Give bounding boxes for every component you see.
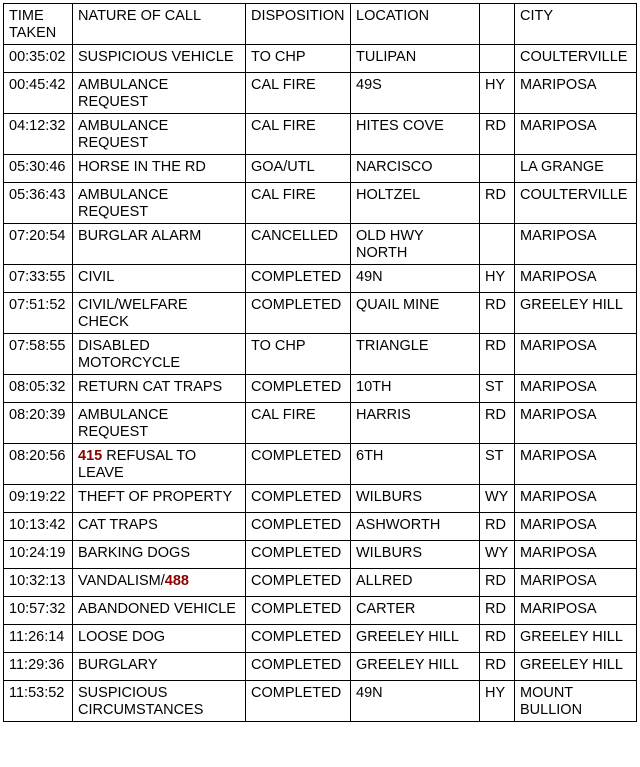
cell-time-taken: 05:30:46 [4,155,73,183]
cell-time-taken: 08:20:39 [4,403,73,444]
cell-location: TRIANGLE [351,334,480,375]
cell-time-taken: 09:19:22 [4,485,73,513]
cell-location: CARTER [351,597,480,625]
cell-nature-of-call [73,224,246,265]
cell-location: OLD HWY NORTH [351,224,480,265]
cell-location: 6TH [351,444,480,485]
cell-street-suffix: HY [480,265,515,293]
nature-text: RETURN CAT TRAPS [78,379,223,395]
cell-street-suffix: WY [480,485,515,513]
table-row [4,541,637,569]
cell-city: MARIPOSA [515,224,637,265]
cell-time-taken: 07:51:52 [4,293,73,334]
penal-code: 415 [78,448,103,464]
cell-time-taken: 08:05:32 [4,375,73,403]
cell-time-taken: 10:13:42 [4,513,73,541]
cell-city: MARIPOSA [515,114,637,155]
cell-disposition: COMPLETED [246,681,351,722]
cell-time-taken: 10:32:13 [4,569,73,597]
cell-street-suffix: RD [480,513,515,541]
nature-text: AMBULANCE REQUEST [78,187,169,220]
cell-time-taken: 05:36:43 [4,183,73,224]
cell-city: MARIPOSA [515,334,637,375]
table-row [4,265,637,293]
nature-text: BURGLAR ALARM [78,228,202,244]
cell-location: HOLTZEL [351,183,480,224]
nature-text: AMBULANCE REQUEST [78,407,169,440]
table-row [4,485,637,513]
cell-street-suffix: RD [480,653,515,681]
table-row [4,375,637,403]
cell-disposition: CAL FIRE [246,403,351,444]
cell-street-suffix: WY [480,541,515,569]
table-row [4,403,637,444]
cell-disposition: CAL FIRE [246,114,351,155]
cell-city: MARIPOSA [515,444,637,485]
cell-city: COULTERVILLE [515,183,637,224]
cell-street-suffix: RD [480,597,515,625]
cell-street-suffix: RD [480,114,515,155]
nature-text: SUSPICIOUS CIRCUMSTANCES [78,685,204,718]
cell-disposition: CANCELLED [246,224,351,265]
cell-disposition: GOA/UTL [246,155,351,183]
header-location: LOCATION [351,4,480,45]
call-log-body [4,45,637,722]
cell-street-suffix: RD [480,403,515,444]
nature-text: ABANDONED VEHICLE [78,601,236,617]
cell-nature-of-call [73,45,246,73]
cell-city: GREELEY HILL [515,293,637,334]
nature-text: BURGLARY [78,657,158,673]
nature-text: SUSPICIOUS VEHICLE [78,49,234,65]
cell-nature-of-call [73,485,246,513]
cell-disposition: COMPLETED [246,293,351,334]
cell-time-taken: 04:12:32 [4,114,73,155]
nature-text: AMBULANCE REQUEST [78,118,169,151]
cell-disposition: TO CHP [246,334,351,375]
nature-text: DISABLED MOTORCYCLE [78,338,181,371]
table-row [4,653,637,681]
cell-nature-of-call [73,597,246,625]
header-street-suffix [480,4,515,45]
cell-nature-of-call [73,653,246,681]
cell-nature-of-call [73,155,246,183]
nature-text: REFUSAL TO LEAVE [78,448,197,481]
cell-city: MARIPOSA [515,513,637,541]
cell-location: 49N [351,681,480,722]
nature-text: CIVIL/WELFARE CHECK [78,297,188,330]
cell-location: GREELEY HILL [351,625,480,653]
cell-nature-of-call [73,541,246,569]
header-row [4,4,637,45]
cell-time-taken: 11:29:36 [4,653,73,681]
table-row [4,569,637,597]
table-row [4,183,637,224]
cell-nature-of-call [73,293,246,334]
cell-location: GREELEY HILL [351,653,480,681]
cell-disposition: CAL FIRE [246,183,351,224]
cell-time-taken: 11:26:14 [4,625,73,653]
header-disposition: DISPOSITION [246,4,351,45]
cell-location: ASHWORTH [351,513,480,541]
cell-time-taken: 07:58:55 [4,334,73,375]
table-row [4,513,637,541]
cell-street-suffix: RD [480,293,515,334]
cell-location: WILBURS [351,541,480,569]
cell-nature-of-call [73,114,246,155]
cell-location: QUAIL MINE [351,293,480,334]
cell-city: MARIPOSA [515,541,637,569]
cell-disposition: COMPLETED [246,375,351,403]
nature-text: THEFT OF PROPERTY [78,489,233,505]
cell-city: MARIPOSA [515,73,637,114]
header-nature-of-call: NATURE OF CALL [73,4,246,45]
cell-disposition: COMPLETED [246,653,351,681]
cell-city: GREELEY HILL [515,625,637,653]
cell-nature-of-call [73,73,246,114]
cell-city: GREELEY HILL [515,653,637,681]
cell-disposition: CAL FIRE [246,73,351,114]
nature-text: CAT TRAPS [78,517,158,533]
table-row [4,597,637,625]
cell-nature-of-call [73,334,246,375]
cell-city: MARIPOSA [515,403,637,444]
header-city: CITY [515,4,637,45]
cell-street-suffix [480,45,515,73]
cell-city: MARIPOSA [515,569,637,597]
cell-nature-of-call [73,681,246,722]
cell-nature-of-call [73,375,246,403]
cell-street-suffix: HY [480,73,515,114]
nature-text: LOOSE DOG [78,629,166,645]
cell-location: ALLRED [351,569,480,597]
cell-disposition: COMPLETED [246,625,351,653]
cell-street-suffix: RD [480,625,515,653]
cell-city: COULTERVILLE [515,45,637,73]
table-row [4,224,637,265]
cell-city: MARIPOSA [515,375,637,403]
call-log-table [3,3,637,722]
cell-street-suffix: RD [480,569,515,597]
cell-disposition: COMPLETED [246,444,351,485]
table-row [4,45,637,73]
cell-location: HITES COVE [351,114,480,155]
nature-text: CIVIL [78,269,115,285]
penal-code: 488 [164,573,189,589]
cell-time-taken: 07:33:55 [4,265,73,293]
cell-time-taken: 10:57:32 [4,597,73,625]
cell-city: MARIPOSA [515,485,637,513]
cell-street-suffix: ST [480,444,515,485]
cell-time-taken: 11:53:52 [4,681,73,722]
cell-location: HARRIS [351,403,480,444]
cell-location: 49S [351,73,480,114]
cell-street-suffix: ST [480,375,515,403]
cell-nature-of-call [73,625,246,653]
cell-nature-of-call [73,569,246,597]
cell-street-suffix [480,224,515,265]
cell-nature-of-call [73,265,246,293]
cell-disposition: COMPLETED [246,541,351,569]
cell-city: MOUNT BULLION [515,681,637,722]
table-row [4,293,637,334]
table-row [4,73,637,114]
table-row [4,444,637,485]
cell-nature-of-call [73,403,246,444]
cell-nature-of-call [73,183,246,224]
nature-text: VANDALISM/ [78,573,165,589]
cell-city: LA GRANGE [515,155,637,183]
cell-location: 10TH [351,375,480,403]
cell-time-taken: 08:20:56 [4,444,73,485]
cell-nature-of-call [73,444,246,485]
cell-location: NARCISCO [351,155,480,183]
cell-disposition: COMPLETED [246,513,351,541]
cell-street-suffix: RD [480,334,515,375]
cell-location: WILBURS [351,485,480,513]
cell-city: MARIPOSA [515,597,637,625]
cell-location: 49N [351,265,480,293]
cell-disposition: COMPLETED [246,569,351,597]
cell-time-taken: 07:20:54 [4,224,73,265]
nature-text: HORSE IN THE RD [78,159,206,175]
cell-nature-of-call [73,513,246,541]
table-row [4,681,637,722]
cell-disposition: COMPLETED [246,597,351,625]
cell-disposition: TO CHP [246,45,351,73]
nature-text: BARKING DOGS [78,545,190,561]
cell-street-suffix [480,155,515,183]
cell-street-suffix: RD [480,183,515,224]
table-row [4,114,637,155]
cell-time-taken: 10:24:19 [4,541,73,569]
cell-location: TULIPAN [351,45,480,73]
nature-text: AMBULANCE REQUEST [78,77,169,110]
table-row [4,334,637,375]
cell-time-taken: 00:35:02 [4,45,73,73]
table-row [4,155,637,183]
cell-disposition: COMPLETED [246,485,351,513]
cell-city: MARIPOSA [515,265,637,293]
header-time-taken: TIME TAKEN [4,4,73,45]
cell-time-taken: 00:45:42 [4,73,73,114]
cell-disposition: COMPLETED [246,265,351,293]
table-row [4,625,637,653]
cell-street-suffix: HY [480,681,515,722]
